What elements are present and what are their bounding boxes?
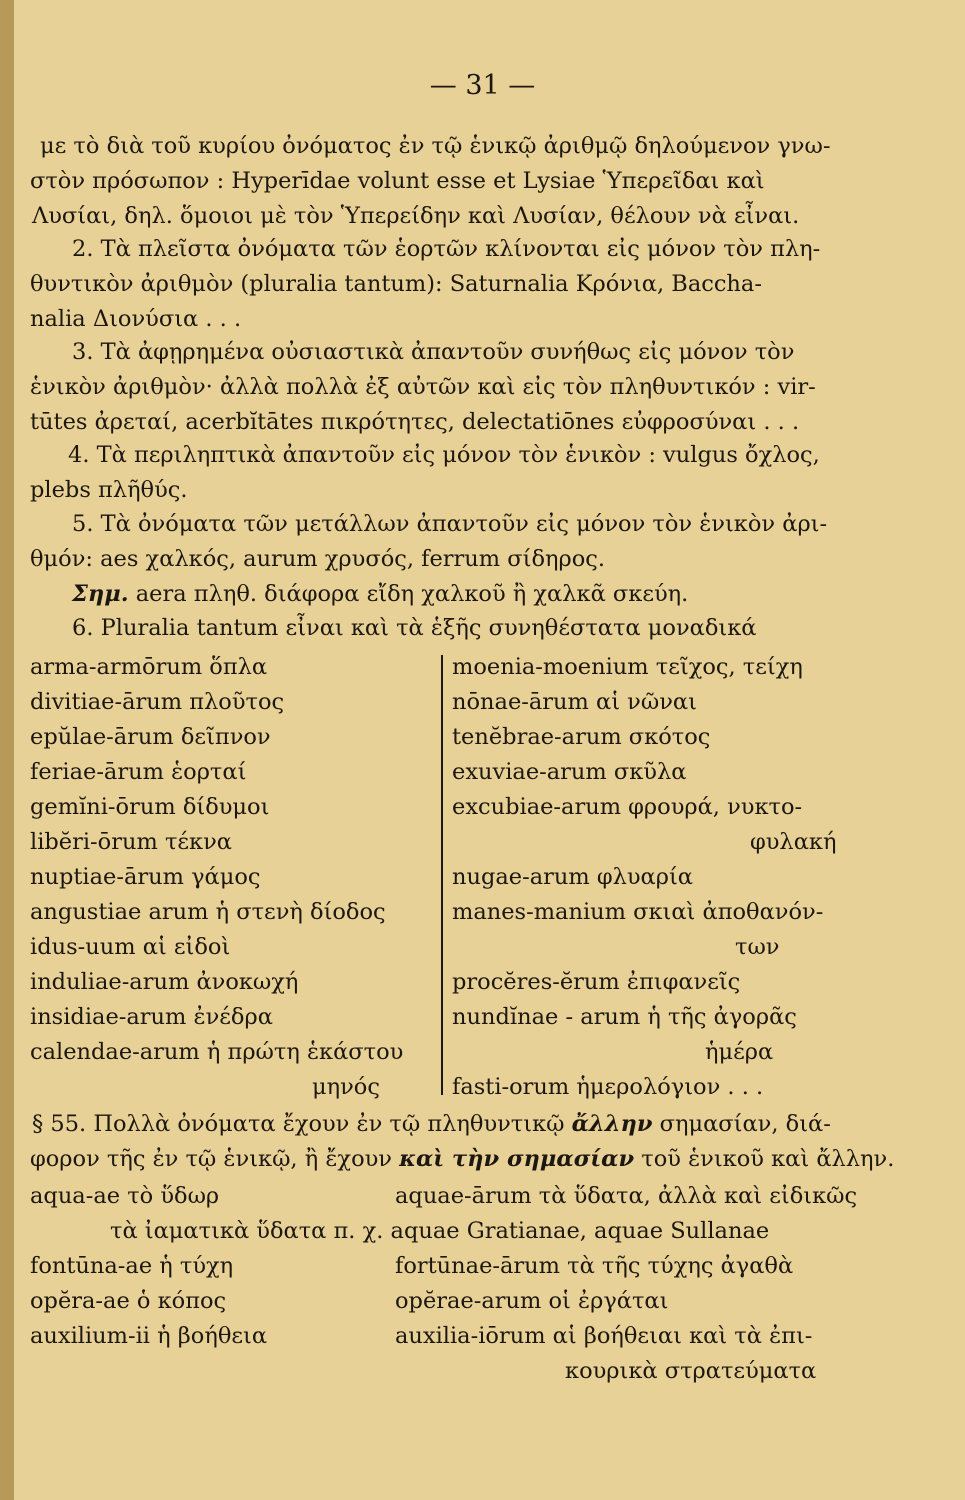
pair-left: opĕra-ae ὁ κόπος bbox=[30, 1288, 227, 1314]
column-divider bbox=[441, 655, 443, 1095]
left-column-item: nuptiae-ārum γάμος bbox=[30, 864, 261, 890]
left-column-item: gemĭni-ōrum δίδυμοι bbox=[30, 794, 270, 820]
right-column-item: excubiae-arum φρουρά, νυκτο- bbox=[452, 794, 803, 820]
paragraph-line: 4. Τὰ περιληπτικὰ ἀπαντοῦν εἰς μόνον τὸν ἑνικὸν : vulgus ὄχλος, bbox=[68, 442, 820, 468]
section-55-text: § 55. Πολλὰ ὀνόματα ἔχουν ἐν τῷ πληθυντικῷ bbox=[32, 1111, 565, 1137]
pair-right: opĕrae-arum οἱ ἐργάται bbox=[395, 1288, 669, 1314]
right-column-item: ἡμέρα bbox=[705, 1039, 774, 1065]
right-column-item: nugae-arum φλυαρία bbox=[452, 864, 693, 890]
paragraph-line: με τὸ διὰ τοῦ κυρίου ὀνόματος ἐν τῷ ἑνικῷ ἀριθμῷ δηλούμενον γνω- bbox=[40, 133, 831, 159]
item6-line: 6. Pluralia tantum εἶναι καὶ τὰ ἑξῆς συνηθέστατα μοναδικά bbox=[72, 615, 757, 641]
right-column-item: nōnae-ārum αἱ νῶναι bbox=[452, 689, 697, 715]
section-55-text: τοῦ ἑνικοῦ καὶ ἄλλην. bbox=[641, 1146, 895, 1172]
page-number: — 31 — bbox=[429, 70, 536, 101]
left-column-item: calendae-arum ἡ πρώτη ἑκάστου bbox=[30, 1039, 404, 1065]
section-55-text: σημασίαν, διά- bbox=[659, 1111, 831, 1137]
left-column-item: μηνός bbox=[312, 1074, 380, 1100]
right-column-item: fasti-orum ἡμερολόγιον . . . bbox=[452, 1074, 764, 1100]
paragraph-line: 2. Τὰ πλεῖστα ὀνόματα τῶν ἑορτῶν κλίνονται εἰς μόνον τὸν πλη- bbox=[72, 236, 821, 262]
pair-left: aqua-ae τὸ ὕδωρ bbox=[30, 1183, 220, 1209]
paragraph-line: Λυσίαι, δηλ. ὅμοιοι μὲ τὸν Ὑπερείδην καὶ Λυσίαν, θέλουν νὰ εἶναι. bbox=[32, 203, 800, 229]
right-column-item: tenĕbrae-arum σκότος bbox=[452, 724, 711, 750]
paragraph-line: 3. Τὰ ἀφῃρημένα οὐσιαστικὰ ἀπαντοῦν συνήθως εἰς μόνον τὸν bbox=[72, 339, 795, 365]
left-column-item: divitiae-ārum πλοῦτος bbox=[30, 689, 285, 715]
pair-left: auxilium-ii ἡ βοήθεια bbox=[30, 1323, 268, 1349]
left-column-item: angustiae arum ἡ στενὴ δίοδος bbox=[30, 899, 386, 925]
section-55-emphasis: καὶ τὴν σημασίαν bbox=[399, 1146, 635, 1172]
right-column-item: των bbox=[735, 934, 780, 960]
right-column-item: nundĭnae - arum ἡ τῆς ἀγορᾶς bbox=[452, 1004, 797, 1030]
paragraph-line: 5. Τὰ ὀνόματα τῶν μετάλλων ἀπαντοῦν εἰς μόνον τὸν ἑνικὸν ἀρι- bbox=[72, 511, 828, 537]
right-column-item: φυλακή bbox=[750, 829, 837, 855]
left-column-item: insidiae-arum ἐνέδρα bbox=[30, 1004, 273, 1030]
right-column-item: manes-manium σκιαὶ ἀποθανόν- bbox=[452, 899, 824, 925]
pair-right: fortūnae-ārum τὰ τῆς τύχης ἀγαθὰ bbox=[395, 1253, 794, 1279]
paragraph-line: θμόν: aes χαλκός, aurum χρυσός, ferrum σίδηρος. bbox=[30, 546, 606, 572]
paragraph-line: plebs πλῆθύς. bbox=[30, 477, 188, 503]
left-column-item: epŭlae-ārum δεῖπνον bbox=[30, 724, 271, 750]
right-column-item: procĕres-ĕrum ἐπιφανεῖς bbox=[452, 969, 741, 995]
paragraph-line: tūtes ἀρεταί, acerbĭtātes πικρότητες, delectatiōnes εὐφροσύναι . . . bbox=[30, 409, 800, 435]
note-label: Σημ. bbox=[72, 581, 129, 607]
right-column-item: exuviae-arum σκῦλα bbox=[452, 759, 687, 785]
section-55-emphasis: ἄλλην bbox=[571, 1111, 653, 1137]
paragraph-line: nalia Διονύσια . . . bbox=[30, 306, 242, 332]
section-55-line bbox=[32, 1113, 831, 1136]
pair-full: τὰ ἰαματικὰ ὕδατα π. χ. aquae Gratianae, aquae Sullanae bbox=[110, 1218, 770, 1244]
left-column-item: libĕri-ōrum τέκνα bbox=[30, 829, 232, 855]
left-column-item: feriae-ārum ἑορταί bbox=[30, 759, 247, 785]
page-edge bbox=[0, 0, 14, 1500]
left-column-item: idus-uum αἱ εἰδοὶ bbox=[30, 934, 231, 960]
left-column-item: arma-armōrum ὅπλα bbox=[30, 654, 268, 680]
paragraph-line: θυντικὸν ἀριθμὸν (pluralia tantum): Saturnalia Κρόνια, Baccha- bbox=[30, 271, 762, 297]
paragraph-line: στὸν πρόσωπον : Hyperīdae volunt esse et Lysiae Ὑπερεῖδαι καὶ bbox=[30, 168, 765, 194]
left-column-item: induliae-arum ἀνοκωχή bbox=[30, 969, 299, 995]
section-55-line bbox=[30, 1148, 894, 1171]
section-55-text: φορον τῆς ἐν τῷ ἑνικῷ, ἢ ἔχουν bbox=[30, 1146, 392, 1172]
pair-right: aquae-ārum τὰ ὕδατα, ἀλλὰ καὶ εἰδικῶς bbox=[395, 1183, 858, 1209]
note-text: aera πληθ. διάφορα εἴδη χαλκοῦ ἢ χαλκᾶ σκεύη. bbox=[135, 581, 689, 607]
pair-left: fontūna-ae ἡ τύχη bbox=[30, 1253, 234, 1279]
right-column-item: moenia-moenium τεῖχος, τείχη bbox=[452, 654, 803, 680]
paragraph-line: ἑνικὸν ἀριθμὸν· ἀλλὰ πολλὰ ἐξ αὐτῶν καὶ εἰς τὸν πληθυντικόν : vir- bbox=[30, 374, 816, 400]
pair-right: auxilia-iōrum αἱ βοήθειαι καὶ τὰ ἐπι- bbox=[395, 1323, 813, 1349]
note-line bbox=[72, 583, 688, 606]
pair-right: κουρικὰ στρατεύματα bbox=[565, 1358, 817, 1384]
